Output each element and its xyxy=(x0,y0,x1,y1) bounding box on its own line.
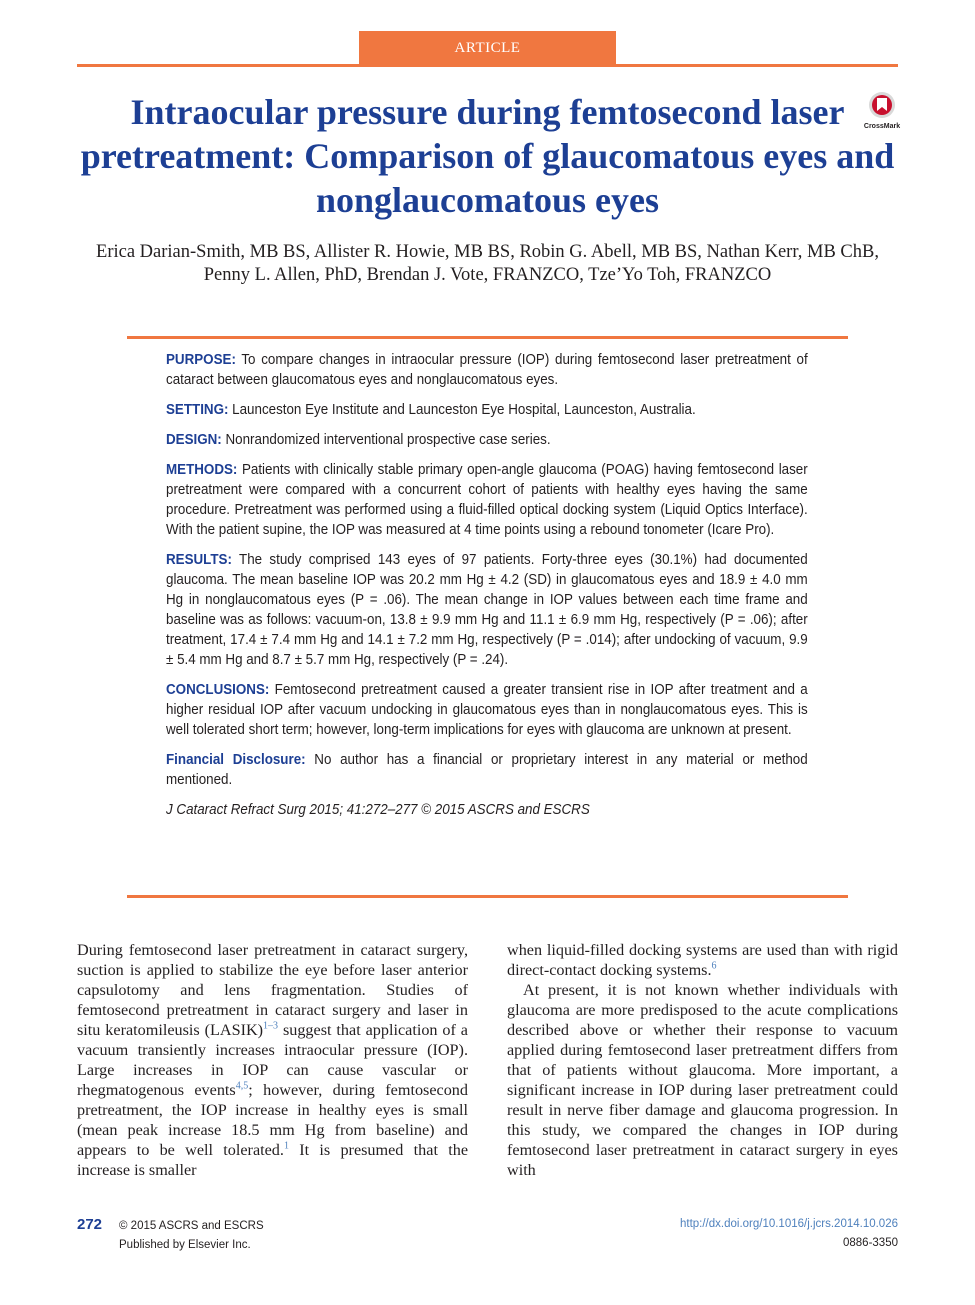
reference-link[interactable]: 6 xyxy=(711,960,717,972)
conclusions-label: CONCLUSIONS: xyxy=(166,682,270,698)
footer-right xyxy=(680,1215,898,1253)
purpose-label: PURPOSE: xyxy=(166,352,236,368)
abstract-setting xyxy=(166,400,808,420)
footer-left xyxy=(77,1215,264,1255)
authors-line-1: Erica Darian-Smith, MB BS, Allister R. Howie, MB BS, Robin G. Abell, MB BS, Nathan Kerr, MB ChB, xyxy=(96,242,879,262)
reference-link[interactable]: 1–3 xyxy=(263,1020,279,1032)
abstract-top-rule xyxy=(127,336,848,339)
abstract-bottom-rule xyxy=(127,895,848,898)
disclosure-label: Financial Disclosure: xyxy=(166,752,306,768)
setting-label: SETTING: xyxy=(166,402,229,418)
body-column-right xyxy=(507,940,898,1180)
abstract-results xyxy=(166,550,808,670)
purpose-text: To compare changes in intraocular pressure (IOP) during femtosecond laser pretreatment of cataract between glaucomatous eyes and nonglaucomatous eyes. xyxy=(166,352,808,388)
publisher: Published by Elsevier Inc. xyxy=(119,1239,251,1251)
authors-line-2: Penny L. Allen, PhD, Brendan J. Vote, FRANZCO, Tze’Yo Toh, FRANZCO xyxy=(203,265,772,285)
issn: 0886-3350 xyxy=(843,1237,898,1249)
crossmark-label: CrossMark xyxy=(863,123,901,130)
results-label: RESULTS: xyxy=(166,552,232,568)
design-label: DESIGN: xyxy=(166,432,222,448)
disclosure-text: No author has a financial or proprietary interest in any material or method mentioned. xyxy=(166,752,808,788)
body-text: ; however, during femtosecond pretreatment, the IOP increase in healthy eyes is small (mean peak increase 18.5 mm Hg from baseline) and appears to be well tolerated. xyxy=(77,1081,468,1159)
body-text: It is presumed that the increase is smaller xyxy=(77,1141,468,1179)
reference-link[interactable]: 4,5 xyxy=(235,1080,249,1092)
body-text: when liquid-filled docking systems are used than with rigid direct-contact docking systems. xyxy=(507,941,898,979)
crossmark-icon[interactable] xyxy=(860,88,904,130)
abstract-design xyxy=(166,430,808,450)
abstract-disclosure xyxy=(166,750,808,790)
author-list xyxy=(60,241,915,287)
design-text: Nonrandomized interventional prospective case series. xyxy=(221,432,551,448)
abstract-conclusions xyxy=(166,680,808,740)
abstract-purpose xyxy=(166,350,808,390)
abstract-methods xyxy=(166,460,808,540)
body-paragraph-2: At present, it is not known whether individuals with glaucoma are more predisposed to the acute complications described above or whether their response to vacuum applied during femtosecond laser pretreatment differs from that of patients without glaucoma. More important, a significant increase in IOP during laser pretreatment could result in nerve fiber damage and glaucoma progression. In this study, we compared the changes in IOP during femtosecond laser pretreatment in cataract surgery in eyes with xyxy=(507,981,898,1179)
body-column-left xyxy=(77,940,468,1180)
journal-citation: J Cataract Refract Surg 2015; 41:272–277 © 2015 ASCRS and ESCRS xyxy=(166,802,590,818)
article-type-tab xyxy=(359,31,616,65)
methods-label: METHODS: xyxy=(166,462,238,478)
header-rule xyxy=(77,64,898,67)
article-title: Intraocular pressure during femtosecond laser pretreatment: Comparison of glaucomatous eyes and nonglaucomatous eyes xyxy=(80,92,895,220)
article-type-label: ARTICLE xyxy=(454,39,521,56)
conclusions-text: Femtosecond pretreatment caused a greater transient rise in IOP after treatment and a higher residual IOP after vacuum undocking in glaucomatous eyes than in nonglaucomatous eyes. This is well tolerated short term; however, long-term implications for eyes with glaucoma are unknown at present. xyxy=(166,682,808,738)
body-paragraph-1 xyxy=(77,940,468,1180)
copyright: © 2015 ASCRS and ESCRS xyxy=(119,1220,264,1232)
page-number: 272 xyxy=(77,1216,103,1233)
results-text: The study comprised 143 eyes of 97 patients. Forty-three eyes (30.1%) had documented glaucoma. The mean baseline IOP was 20.2 mm Hg ± 4.2 (SD) in glaucomatous eyes and 18.9 ± 4.0 mm Hg in nonglaucomatous eyes (P = .06). The mean change in IOP values between each time frame and baseline was as follows: vacuum-on, 13.8 ± 9.9 mm Hg and 11.1 ± 6.9 mm Hg, respectively (P = .06); after treatment, 17.4 ± 7.4 mm Hg and 14.1 ± 7.2 mm Hg, respectively (P = .014); after undocking of vacuum, 9.9 ± 5.4 mm Hg and 8.7 ± 5.7 mm Hg, respectively (P = .24). xyxy=(166,552,808,668)
methods-text: Patients with clinically stable primary open-angle glaucoma (POAG) having femtosecond laser pretreatment were compared with a concurrent cohort of patients with healthy eyes having the same procedure. Pretreatment was performed using a fluid-filled optical docking system (Liquid Optics Interface). With the patient supine, the IOP was measured at 4 time points using a rebound tonometer (Icare Pro). xyxy=(166,462,808,538)
setting-text: Launceston Eye Institute and Launceston Eye Hospital, Launceston, Australia. xyxy=(228,402,696,418)
body-paragraph-1-cont xyxy=(507,940,898,980)
doi-link[interactable]: http://dx.doi.org/10.1016/j.jcrs.2014.10.026 xyxy=(679,1218,898,1230)
body-text: suggest that application of a vacuum transiently increases intraocular pressure (IOP). Large increases in IOP can cause vascular or rhegmatogenous events xyxy=(77,1021,468,1099)
body-text: During femtosecond laser pretreatment in cataract surgery, suction is applied to stabilize the eye before laser anterior capsulotomy and lens fragmentation. Studies of femtosecond pretreatment in cataract surgery and laser in situ keratomileusis (LASIK) xyxy=(77,941,468,1039)
abstract xyxy=(166,350,808,830)
reference-link[interactable]: 1 xyxy=(283,1140,289,1152)
